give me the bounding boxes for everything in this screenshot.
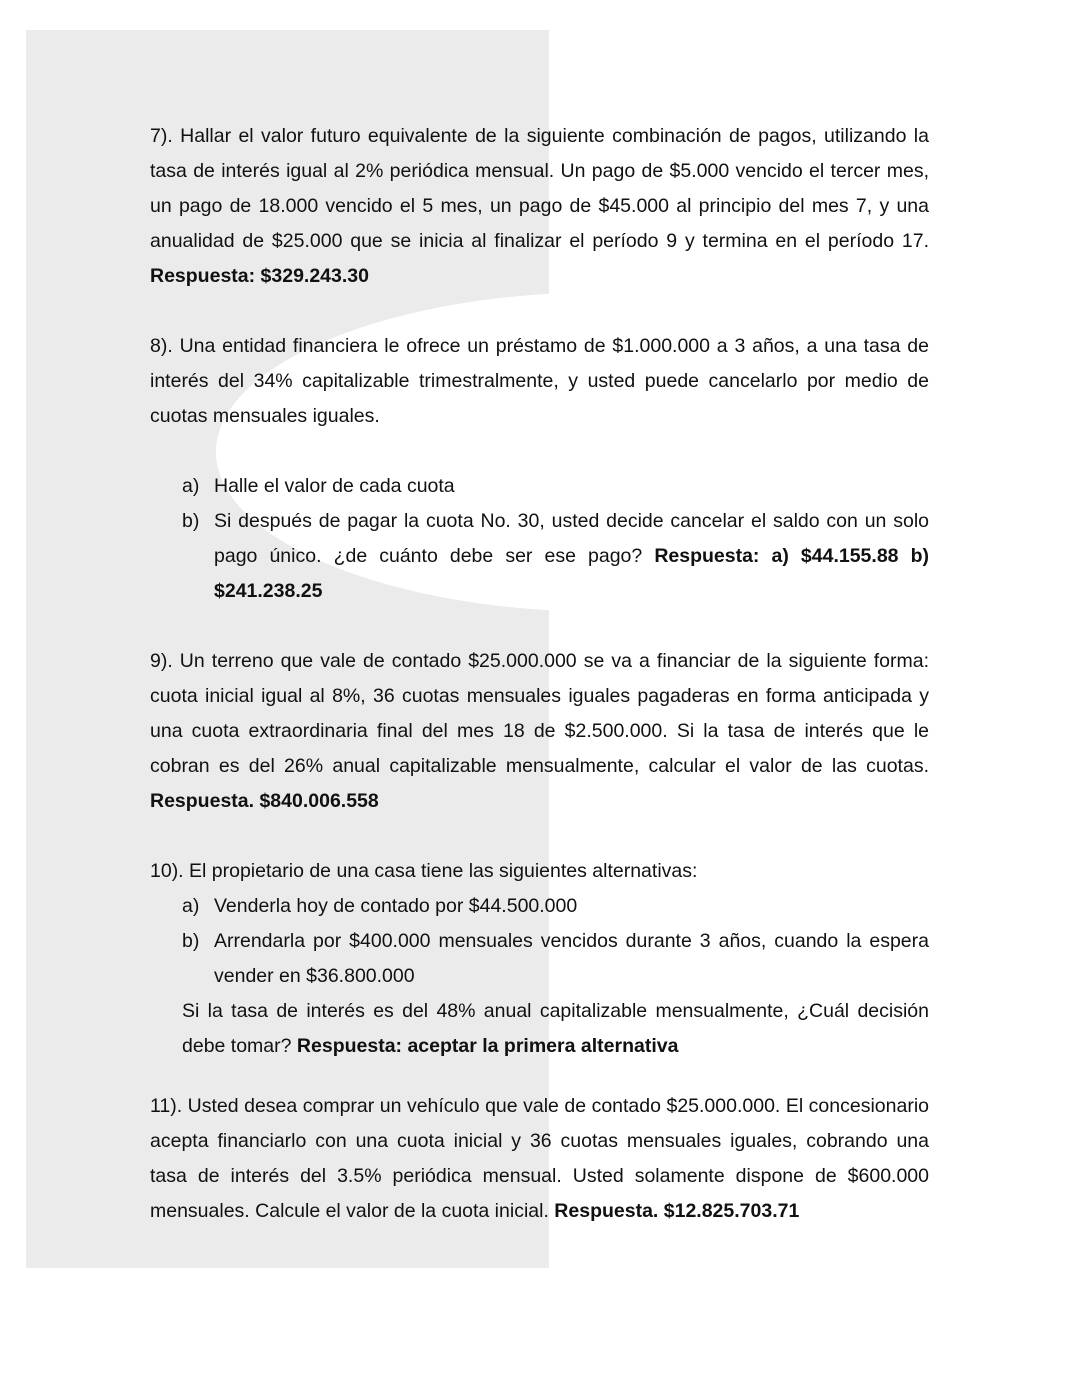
answer: Respuesta. $12.825.703.71 xyxy=(554,1200,800,1222)
question-10-followup xyxy=(150,994,929,1064)
item-label: a) xyxy=(182,475,200,497)
item-text: Arrendarla por $400.000 mensuales vencidos durante 3 años, cuando la espera vender en $36.800.000 xyxy=(214,930,929,987)
item-label: a) xyxy=(182,895,200,917)
list-item xyxy=(150,924,929,994)
list-item xyxy=(150,504,929,609)
document-body xyxy=(150,119,929,1229)
list-item xyxy=(150,889,929,924)
answer: Respuesta. $840.006.558 xyxy=(150,790,379,812)
question-11 xyxy=(150,1089,929,1229)
item-text xyxy=(214,504,929,609)
item-body: Si después de pagar la cuota No. 30, usted decide cancelar el saldo con un solo pago único. ¿de cuánto debe ser ese pago? xyxy=(214,510,929,567)
answer: Respuesta: $329.243.30 xyxy=(150,265,369,287)
question-text: 9). Un terreno que vale de contado $25.000.000 se va a financiar de la siguiente forma: cuota inicial igual al 8%, 36 cuotas mensuales iguales pagaderas en forma anticipada y una cuota extraordinaria final del mes 18 de $2.500.000. Si la tasa de interés que le cobran es del 26% anual capitalizable mensualmente, calcular el valor de las cuotas. xyxy=(150,650,929,777)
answer: Respuesta: a) $44.155.88 b) $241.238.25 xyxy=(214,545,929,602)
question-8: 8). Una entidad financiera le ofrece un préstamo de $1.000.000 a 3 años, a una tasa de interés del 34% capitalizable trimestralmente, y usted puede cancelarlo por medio de cuotas mensuales iguales. xyxy=(150,335,929,427)
item-text: Halle el valor de cada cuota xyxy=(214,475,455,497)
list-item xyxy=(150,469,929,504)
item-label: b) xyxy=(182,930,200,952)
followup-text: Si la tasa de interés es del 48% anual capitalizable mensualmente, ¿Cuál decisión debe tomar? xyxy=(182,1000,929,1057)
question-9 xyxy=(150,644,929,819)
question-text: 7). Hallar el valor futuro equivalente de la siguiente combinación de pagos, utilizando la tasa de interés igual al 2% periódica mensual. Un pago de $5.000 vencido el tercer mes, un pago de 18.000 vencido el 5 mes, un pago de $45.000 al principio del mes 7, y una anualidad de $25.000 que se inicia al finalizar el período 9 y termina en el período 17. xyxy=(150,125,929,252)
question-10: 10). El propietario de una casa tiene las siguientes alternativas: xyxy=(150,860,698,882)
answer: Respuesta: aceptar la primera alternativa xyxy=(296,1035,679,1057)
question-text: 11). Usted desea comprar un vehículo que vale de contado $25.000.000. El concesionario acepta financiarlo con una cuota inicial y 36 cuotas mensuales iguales, cobrando una tasa de interés del 3.5% periódica mensual. Usted solamente dispone de $600.000 mensuales. Calcule el valor de la cuota inicial. xyxy=(150,1095,929,1222)
item-label: b) xyxy=(182,510,200,532)
question-7 xyxy=(150,119,929,294)
item-text: Venderla hoy de contado por $44.500.000 xyxy=(214,895,578,917)
